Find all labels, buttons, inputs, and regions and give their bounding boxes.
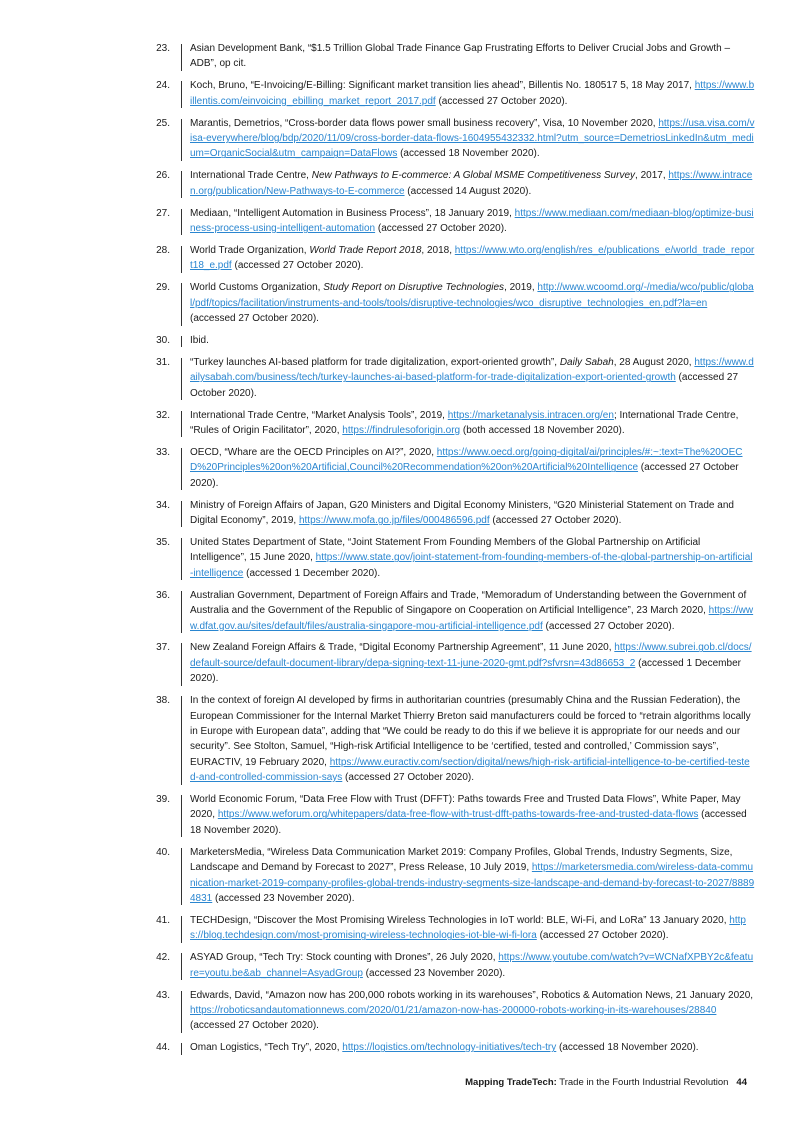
endnote-text-run: Koch, Bruno, “E-Invoicing/E-Billing: Significant market transition lies ahead”, Billentis No. 180517 5, 18 May 2017, <box>190 80 695 92</box>
endnote-link[interactable]: https://www.youtube.com/watch?v=WCNafXPBY2c&feature=youtu.be&ab_channel=AsyadGroup <box>190 952 754 979</box>
endnote-item <box>0 693 793 785</box>
endnote-item <box>0 1040 793 1055</box>
endnote-link[interactable]: https://marketersmedia.com/wireless-data-communication-market-2019-company-profiles-global-trends-industry-segments-size-landscape-and-demand-by-forecast-to-2027/88894831 <box>190 862 755 904</box>
endnote-number: 38. <box>156 695 170 707</box>
endnote-text-run: (accessed 27 October 2020). <box>435 95 568 107</box>
endnote-italic-title: Study Report on Disruptive Technologies <box>323 282 505 294</box>
endnote-link[interactable]: https://www.intracen.org/publication/New-Pathways-to-E-commerce <box>190 170 753 197</box>
endnote-item <box>0 408 793 439</box>
endnote-text <box>190 280 755 326</box>
endnote-item <box>0 535 793 581</box>
endnote-number: 32. <box>156 409 170 421</box>
endnote-link[interactable]: http://www.wcoomd.org/-/media/wco/public/global/pdf/topics/facilitation/instruments-and-tools/tools/disruptive-technologies/wco_disruptive_technologies_en.pdf?la=en <box>190 282 754 309</box>
endnote-text-run: (accessed 18 November 2020). <box>190 809 750 836</box>
endnote-number: 44. <box>156 1042 170 1054</box>
endnote-number: 27. <box>156 207 170 219</box>
endnote-link[interactable]: https://roboticsandautomationnews.com/2020/01/21/amazon-now-has-200000-robots-working-in-its-warehouses/28840 <box>190 1004 717 1016</box>
endnote-rule <box>181 1043 182 1054</box>
endnote-text <box>190 78 755 109</box>
endnote-number: 41. <box>156 914 170 926</box>
endnote-text-run: (accessed 18 November 2020). <box>397 148 540 160</box>
endnote-text-run: , 2018, <box>421 244 455 256</box>
endnote-rule <box>181 81 182 108</box>
endnote-rule <box>181 246 182 273</box>
endnote-item <box>0 78 793 109</box>
endnote-text-run: (accessed 27 October 2020). <box>375 223 507 235</box>
endnote-rule <box>181 448 182 490</box>
endnote-text-run: (accessed 27 October 2020). <box>190 462 742 489</box>
endnote-link[interactable]: https://findrulesoforigin.org <box>342 425 461 437</box>
endnote-item <box>0 588 793 634</box>
endnote-rule <box>181 848 182 906</box>
endnote-link[interactable]: https://usa.visa.com/visa-everywhere/blog/bdp/2020/11/09/cross-border-data-flows-1604955432332.html?utm_source=DemetriosLinkedIn&utm_medium=OrganicSocial&utm_campaign=DataFlows <box>190 117 755 160</box>
endnote-number: 23. <box>156 43 170 54</box>
endnote-text-run: (accessed 27 October 2020). <box>231 260 364 272</box>
endnote-text-run: International Trade Centre, “Market Analysis Tools”, 2019, <box>190 409 448 421</box>
endnote-link[interactable]: https://www.mediaan.com/mediaan-blog/optimize-business-process-using-intelligent-automation <box>190 207 754 235</box>
endnote-text-run: (accessed 18 November 2020). <box>556 1042 699 1054</box>
endnote-rule <box>181 916 182 943</box>
endnote-rule <box>181 283 182 325</box>
endnote-italic-title: Daily Sabah <box>559 356 614 368</box>
endnote-rule <box>181 336 182 347</box>
endnote-text <box>190 445 755 491</box>
endnote-text-run: , 2017, <box>635 170 669 182</box>
endnote-text-run: World Customs Organization, <box>190 282 324 294</box>
endnote-number: 37. <box>156 642 170 654</box>
endnote-number: 31. <box>156 356 170 368</box>
endnote-text-run: United States Department of State, “Joint Statement From Founding Members of the Global Partnership on Artificial Intelligence”, 15 June 2020, <box>190 536 704 564</box>
endnote-text-run: Ministry of Foreign Affairs of Japan, G20 Ministers and Digital Economy Ministers, “G20 Ministerial Statement on Trade and Digital Economy”, 2019, <box>190 499 737 527</box>
endnote-item <box>0 792 793 838</box>
endnote-rule <box>181 591 182 633</box>
endnote-number: 36. <box>156 589 170 601</box>
endnote-text-run: TECHDesign, “Discover the Most Promising Wireless Technologies in IoT world: BLE, Wi-Fi, and LoRa” 13 January 2020, <box>190 914 730 926</box>
endnote-text-run: World Trade Organization, <box>190 244 310 256</box>
endnote-rule <box>181 358 182 400</box>
endnote-item <box>0 950 793 981</box>
endnote-item <box>0 640 793 686</box>
endnote-item <box>0 243 793 274</box>
endnote-text-run: International Trade Centre, <box>190 170 312 182</box>
endnote-text <box>190 988 755 1034</box>
endnote-italic-title: New Pathways to E-commerce: A Global MSME Competitiveness Survey <box>311 170 636 182</box>
endnote-text-run: (accessed 1 December 2020). <box>190 657 744 685</box>
endnote-text-run: (accessed 27 October 2020). <box>536 930 669 942</box>
endnote-number: 42. <box>156 952 170 964</box>
endnote-text <box>190 116 755 162</box>
endnote-item <box>0 845 793 907</box>
endnote-rule <box>181 538 182 580</box>
endnote-rule <box>181 501 182 528</box>
endnote-item <box>0 206 793 237</box>
endnote-text <box>190 408 755 439</box>
endnote-text <box>190 588 755 634</box>
endnote-rule <box>181 991 182 1033</box>
endnote-text-run: World Economic Forum, “Data Free Flow with Trust (DFFT): Paths towards Free and Trusted Data Flows”, White Paper, May 2020, <box>190 794 744 821</box>
endnote-link[interactable]: https://www.dfat.gov.au/sites/default/files/australia-singapore-mou-artificial-intelligence.pdf <box>190 605 754 632</box>
endnote-link[interactable]: https://www.subrei.gob.cl/docs/default-source/default-document-library/depa-signing-text-11-june-2020-gmt.pdf?sfvrsn=43d86653_2 <box>190 642 752 669</box>
endnote-number: 28. <box>156 244 170 256</box>
endnote-number: 39. <box>156 794 170 806</box>
endnote-number: 33. <box>156 446 170 458</box>
endnote-text-run: (accessed 27 October 2020). <box>190 372 741 399</box>
endnote-item <box>0 913 793 944</box>
endnote-link[interactable]: https://marketanalysis.intracen.org/en <box>447 409 614 421</box>
endnote-text <box>190 206 755 237</box>
endnote-text <box>190 913 755 944</box>
endnote-text <box>190 168 755 199</box>
endnote-text-run: , 2019, <box>504 282 538 294</box>
endnote-link[interactable]: https://www.billentis.com/einvoicing_ebilling_market_report_2017.pdf <box>190 80 755 107</box>
endnote-text <box>190 535 755 581</box>
endnote-text-run: Oman Logistics, “Tech Try”, 2020, <box>190 1042 343 1054</box>
endnote-text-run: (accessed 27 October 2020). <box>190 297 711 325</box>
endnote-link[interactable]: https://logistics.om/technology-initiatives/tech-try <box>342 1042 557 1054</box>
endnote-number: 25. <box>156 117 170 129</box>
endnote-text-run: (accessed 27 October 2020). <box>342 772 475 784</box>
endnote-item <box>0 333 793 348</box>
endnote-text-run: , 28 August 2020, <box>613 356 695 368</box>
endnote-text-run: (accessed 23 November 2020). <box>212 893 355 904</box>
endnote-italic-title: World Trade Report 2018 <box>309 244 422 256</box>
endnote-rule <box>181 795 182 837</box>
endnote-rule <box>181 171 182 198</box>
endnote-text-run: Australian Government, Department of Foreign Affairs and Trade, “Memoradum of Understanding between the Government of Australia and the Government of the Republic of Singapore on Cooperation on Artificial Intelligence”, 23 March 2020, <box>190 589 749 617</box>
endnote-text-run: OECD, “Whare are the OECD Principles on AI?”, 2020, <box>190 446 437 458</box>
endnote-text-run: (accessed 27 October 2020). <box>542 620 675 632</box>
footer-report-title: Mapping TradeTech: <box>465 1077 557 1088</box>
endnote-rule <box>181 411 182 438</box>
endnote-item <box>0 168 793 199</box>
endnote-item <box>0 445 793 491</box>
endnote-text-run: (accessed 1 December 2020). <box>243 567 381 579</box>
endnote-rule <box>181 44 182 71</box>
endnote-text-run: Marantis, Demetrios, “Cross-border data flows power small business recovery”, Visa, 10 November 2020, <box>190 117 659 129</box>
endnote-item <box>0 280 793 326</box>
endnote-text <box>190 243 755 274</box>
endnote-rule <box>181 643 182 685</box>
endnote-text <box>190 693 755 785</box>
endnote-rule <box>181 119 182 161</box>
endnote-item <box>0 498 793 529</box>
footer-report-subtitle: Trade in the Fourth Industrial Revolution <box>556 1077 729 1088</box>
endnote-rule <box>181 953 182 980</box>
endnote-text-run: “Turkey launches AI-based platform for trade digitalization, export-oriented growth”, <box>190 356 560 368</box>
endnote-text <box>190 792 755 838</box>
endnote-link[interactable]: https://www.oecd.org/going-digital/ai/principles/#:~:text=The%20OECD%20Principles%20on%20Artificial,Council%20Recommendation%20on%20Artificial%20Intelligence <box>190 446 743 474</box>
endnote-item <box>0 355 793 401</box>
endnote-text-run: ASYAD Group, “Tech Try: Stock counting with Drones”, 26 July 2020, <box>190 952 499 964</box>
endnote-text-run: (accessed 27 October 2020). <box>489 515 622 527</box>
endnote-rule <box>181 696 182 784</box>
endnote-item <box>0 116 793 162</box>
endnote-text-run: In the context of foreign AI developed by firms in authoritarian countries (presumably China and the Russian Federation), the European Commissioner for the Internal Market Thierry Breton said manufacturers could be forced to “retrain algorithms locally in Europe with European data”, adding that “We could be ready to do this if we believe it is appropriate for our needs and our security”. See Stolton, Samuel, “High-risk Artificial Intelligence to be ‘certified, tested and controlled,’ Commission says”, EURACTIV, 19 February 2020, <box>190 695 754 768</box>
endnote-text-run: (accessed 14 August 2020). <box>404 185 532 197</box>
endnote-text-run: (both accessed 18 November 2020). <box>460 425 625 437</box>
endnote-text <box>190 950 755 981</box>
endnote-item <box>0 988 793 1034</box>
endnotes-list <box>0 41 793 1062</box>
endnote-text-run: ; International Trade Centre, “Rules of Origin Facilitator”, 2020, <box>190 409 742 437</box>
endnote-number: 43. <box>156 989 170 1001</box>
endnote-link[interactable]: https://www.dailysabah.com/business/tech/turkey-launches-ai-based-platform-for-trade-digitalization-export-oriented-growth <box>190 356 754 384</box>
endnote-number: 26. <box>156 170 170 182</box>
endnote-link[interactable]: https://www.wto.org/english/res_e/publications_e/world_trade_report18_e.pdf <box>190 244 755 272</box>
endnote-link[interactable]: https://www.euractiv.com/section/digital/news/high-risk-artificial-intelligence-to-be-certified-tested-and-controlled-commission-says <box>190 756 750 784</box>
endnote-text <box>190 355 755 401</box>
endnote-text-run: MarketersMedia, “Wireless Data Communication Market 2019: Company Profiles, Global Trends, Industry Segments, Size, Landscape and Demand by Forecast to 2027”, Press Release, 10 July 2019, <box>190 846 736 874</box>
endnote-text-run: Mediaan, “Intelligent Automation in Business Process”, 18 January 2019, <box>190 207 515 219</box>
endnote-text-run: Edwards, David, “Amazon now has 200,000 robots working in its warehouses”, Robotics & Automation News, 21 January 2020, <box>190 989 756 1001</box>
endnote-text-run: (accessed 27 October 2020). <box>190 1004 720 1032</box>
endnote-text <box>190 41 755 72</box>
endnote-text-run: Asian Development Bank, “$1.5 Trillion Global Trade Finance Gap Frustrating Efforts to Deliver Crucial Jobs and Growth – ADB”, op cit. <box>190 43 733 70</box>
endnote-number: 30. <box>156 335 170 346</box>
endnote-text-run: New Zealand Foreign Affairs & Trade, “Digital Economy Partnership Agreement”, 11 June 2020, <box>190 642 615 654</box>
endnote-number: 35. <box>156 536 170 548</box>
endnote-text <box>190 1040 755 1055</box>
endnote-number: 40. <box>156 846 170 858</box>
endnote-link[interactable]: https://www.mofa.go.jp/files/000486596.pdf <box>298 515 490 527</box>
endnote-text-run: Ibid. <box>190 335 209 346</box>
endnote-text <box>190 333 755 348</box>
endnote-text <box>190 498 755 529</box>
endnote-text <box>190 845 755 907</box>
endnote-link[interactable]: https://blog.techdesign.com/most-promising-wireless-technologies-iot-ble-wi-fi-lora <box>190 914 746 942</box>
endnote-number: 29. <box>156 282 170 294</box>
endnote-number: 34. <box>156 499 170 511</box>
page-number: 44 <box>736 1077 747 1088</box>
endnote-text <box>190 640 755 686</box>
endnote-rule <box>181 209 182 236</box>
endnote-number: 24. <box>156 80 170 92</box>
endnote-item <box>0 41 793 72</box>
endnote-link[interactable]: https://www.weforum.org/whitepapers/data-free-flow-with-trust-dfft-paths-towards-free-and-trusted-data-flows <box>217 809 699 821</box>
endnote-text-run: (accessed 23 November 2020). <box>362 967 506 979</box>
page-footer <box>465 1077 747 1088</box>
endnote-link[interactable]: https://www.state.gov/joint-statement-from-founding-members-of-the-global-partnership-on-artificial-intelligence <box>190 552 753 579</box>
